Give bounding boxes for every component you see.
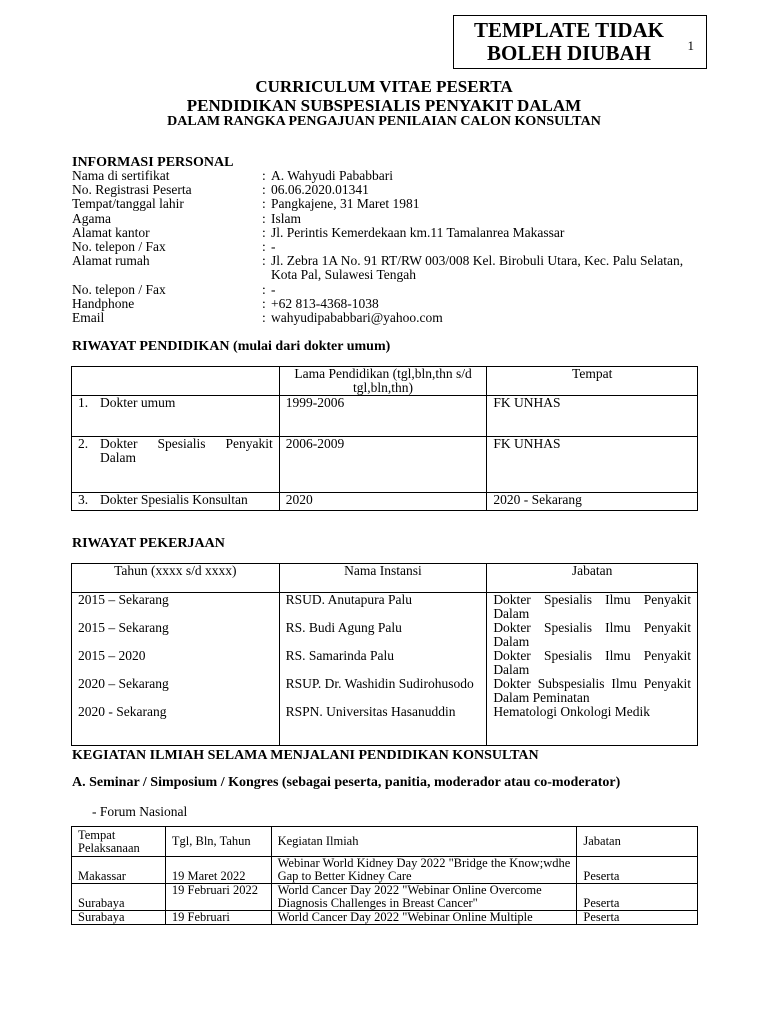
table-header-cell: Jabatan [487,564,698,593]
info-value: 06.06.2020.01341 [271,182,369,198]
work-position-cell: Dokter Subspesialis Ilmu Penyakit Dalam Peminatan [487,677,698,705]
seminar-subheading: A. Seminar / Simposium / Kongres (sebagai peserta, panitia, moderador atau co-moderator) [72,775,621,790]
seminar-role-cell: Peserta [577,884,698,911]
seminar-role-cell: Peserta [577,857,698,884]
forum-nasional-label: - Forum Nasional [92,804,188,819]
info-value: Jl. Perintis Kemerdekaan km.11 Tamalanrea Makassar [271,224,565,240]
info-label: No. Registrasi Peserta [72,182,192,198]
seminar-place-cell: Makassar [72,857,166,884]
seminar-place-cell: Surabaya [72,911,166,925]
work-year-cell: 2020 – Sekarang [72,677,280,705]
work-heading: RIWAYAT PEKERJAAN [72,536,225,551]
table-header-cell: Kegiatan Ilmiah [271,827,577,857]
table-header-cell: Tahun (xxxx s/d xxxx) [72,564,280,593]
info-value: - [271,239,276,255]
education-name-cell: 2. Dokter Spesialis Penyakit Dalam [72,437,280,493]
table-header-row [72,367,698,396]
education-place-cell: 2020 - Sekarang [487,493,698,511]
seminar-date-cell: 19 Februari 2022 [165,884,271,911]
table-row [72,649,698,677]
info-label: Handphone [72,295,135,311]
table-row [72,621,698,649]
info-row: Alamat kantor : Jl. Perintis Kemerdekaan km.11 Tamalanrea Makassar [72,226,712,240]
table-header-cell [72,367,280,396]
info-value: +62 813-4368-1038 [271,295,379,311]
info-label: Alamat kantor [72,224,150,240]
work-position-cell: Dokter Spesialis Ilmu Penyakit Dalam [487,621,698,649]
seminar-activity-cell: World Cancer Day 2022 "Webinar Online Multiple [271,911,577,925]
info-row: Agama : Islam [72,212,712,226]
info-row: No. telepon / Fax : - [72,283,712,297]
education-table [71,366,698,511]
info-value: A. Wahyudi Pababbari [271,168,394,183]
activities-heading: KEGIATAN ILMIAH SELAMA MENJALANI PENDIDIKAN KONSULTAN [72,748,539,763]
table-header-cell: Lama Pendidikan (tgl,bln,thn s/d tgl,bln,thn) [279,367,487,396]
table-row [72,911,698,925]
seminar-activity-cell: World Cancer Day 2022 "Webinar Online Overcome Diagnosis Challenges in Breast Cancer" [271,884,577,911]
work-agency-cell: RSUP. Dr. Washidin Sudirohusodo [279,677,487,705]
table-row [72,705,698,745]
work-year-cell: 2020 - Sekarang [72,705,280,745]
work-agency-cell: RSUD. Anutapura Palu [279,593,487,622]
work-year-cell: 2015 – 2020 [72,649,280,677]
work-year-cell: 2015 – Sekarang [72,621,280,649]
work-agency-cell: RSPN. Universitas Hasanuddin [279,705,487,745]
table-row [72,437,698,493]
info-row: No. telepon / Fax : - [72,240,712,254]
seminar-activity-cell: Webinar World Kidney Day 2022 "Bridge the Know;wdhe Gap to Better Kidney Care [271,857,577,884]
info-label: Nama di sertifikat [72,168,170,183]
education-name-cell: 3. Dokter Spesialis Konsultan [72,493,280,511]
info-row: No. Registrasi Peserta : 06.06.2020.01341 [72,183,712,197]
education-place-cell: FK UNHAS [487,396,698,437]
document-subtitle: PENDIDIKAN SUBSPESIALIS PENYAKIT DALAM [186,96,582,115]
education-place-cell: FK UNHAS [487,437,698,493]
table-row [72,884,698,911]
info-label: No. telepon / Fax [72,281,166,297]
table-row [72,396,698,437]
info-label: No. telepon / Fax [72,239,166,255]
info-label: Tempat/tanggal lahir [72,196,184,212]
work-position-cell: Dokter Spesialis Ilmu Penyakit Dalam [487,593,698,622]
table-header-cell: Tgl, Bln, Tahun [165,827,271,857]
info-value: Islam [271,210,301,226]
seminar-date-cell: 19 Februari [165,911,271,925]
info-value: - [271,281,276,297]
template-stamp-text [454,19,684,65]
stamp-line-2: BOLEH DIUBAH [487,41,651,65]
info-label: Agama [72,210,111,226]
work-position-cell: Hematologi Onkologi Medik [487,705,698,745]
page-number: 1 [687,38,694,53]
info-row: Email : wahyudipababbari@yahoo.com [72,311,712,325]
info-value: Pangkajene, 31 Maret 1981 [271,196,420,212]
table-header-cell: Tempat [487,367,698,396]
table-header-cell: Jabatan [577,827,698,857]
education-heading: RIWAYAT PENDIDIKAN (mulai dari dokter umum) [72,339,391,354]
table-row [72,493,698,511]
stamp-line-1: TEMPLATE TIDAK [473,18,664,42]
work-agency-cell: RS. Samarinda Palu [279,649,487,677]
info-row: Alamat rumah : Jl. Zebra 1A No. 91 RT/RW 003/008 Kel. Birobuli Utara, Kec. Palu Selatan, Kota Pal, Sulawesi Tengah [72,254,712,282]
info-value: Jl. Zebra 1A No. 91 RT/RW 003/008 Kel. Birobuli Utara, Kec. Palu Selatan, Kota Pal, Sulawesi Tengah [271,253,684,283]
education-period-cell: 2006-2009 [279,437,487,493]
table-header-row [72,827,698,857]
document-title: CURRICULUM VITAE PESERTA [255,77,513,96]
seminar-role-cell: Peserta [577,911,698,925]
education-period-cell: 2020 [279,493,487,511]
personal-info-list [72,169,712,325]
seminar-table [71,826,698,925]
work-year-cell: 2015 – Sekarang [72,593,280,622]
education-name-cell: 1. Dokter umum [72,396,280,437]
document-subtitle-2: DALAM RANGKA PENGAJUAN PENILAIAN CALON KONSULTAN [167,114,601,129]
info-row: Nama di sertifikat : A. Wahyudi Pababbari [72,169,712,183]
template-stamp-box [453,15,707,69]
personal-info-heading: INFORMASI PERSONAL [72,155,234,170]
info-value: wahyudipababbari@yahoo.com [271,310,443,326]
table-row [72,857,698,884]
seminar-place-cell: Surabaya [72,884,166,911]
info-row: Tempat/tanggal lahir : Pangkajene, 31 Maret 1981 [72,197,712,211]
table-row [72,677,698,705]
table-row [72,593,698,622]
info-label: Alamat rumah [72,253,150,269]
info-label: Email [72,310,105,326]
work-table [71,563,698,746]
education-period-cell: 1999-2006 [279,396,487,437]
work-position-cell: Dokter Spesialis Ilmu Penyakit Dalam [487,649,698,677]
info-row: Handphone : +62 813-4368-1038 [72,297,712,311]
table-header-row [72,564,698,593]
table-header-cell: Nama Instansi [279,564,487,593]
table-header-cell: Tempat Pelaksanaan [72,827,166,857]
work-agency-cell: RS. Budi Agung Palu [279,621,487,649]
seminar-date-cell: 19 Maret 2022 [165,857,271,884]
